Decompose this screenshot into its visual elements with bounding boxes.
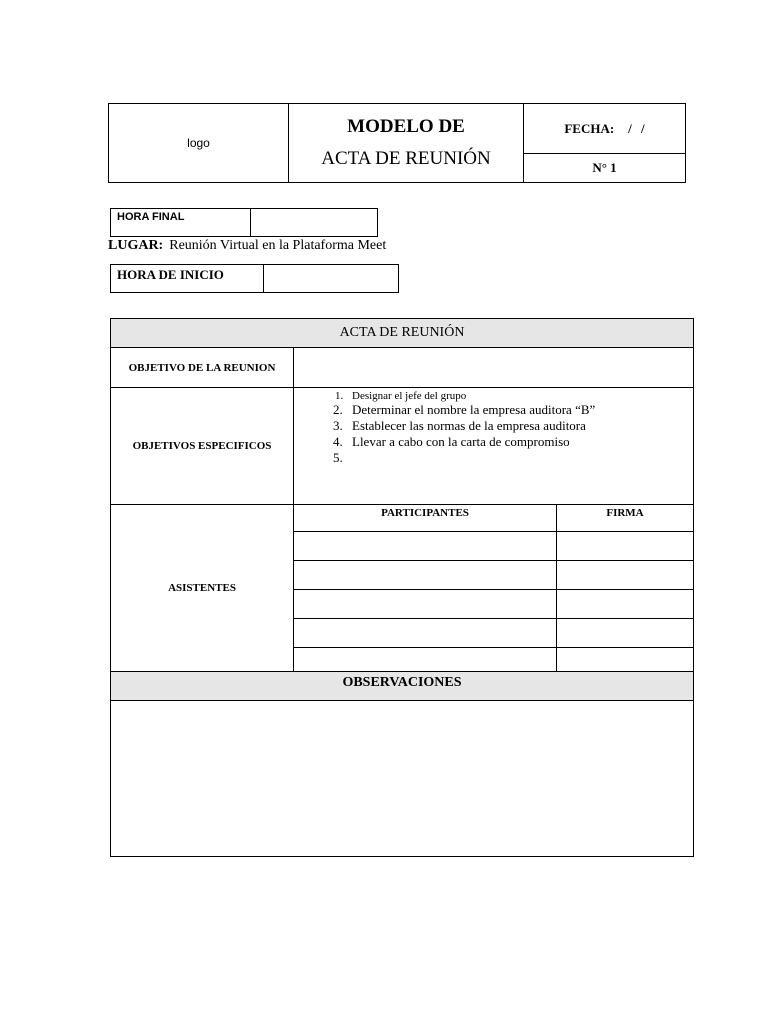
hora-final-field[interactable] [251,209,377,236]
objetivo-label: OBJETIVO DE LA REUNION [111,348,294,388]
document-header [108,103,686,183]
firma-header: FIRMA [606,507,644,519]
participante-cell[interactable] [294,532,557,560]
document-number: N° 1 [592,160,617,175]
logo-text: logo [187,136,210,150]
objetivo-field[interactable] [294,348,693,388]
lugar-value: Reunión Virtual en la Plataforma Meet [169,238,387,253]
firma-cell[interactable] [557,648,693,672]
table-row [294,532,693,561]
firma-cell[interactable] [557,561,693,589]
acta-heading: ACTA DE REUNIÓN [111,319,693,348]
observaciones-heading: OBSERVACIONES [111,672,693,701]
asistentes-grid [294,505,693,672]
logo-placeholder [109,104,289,182]
document-title [289,104,524,182]
table-row [294,561,693,590]
objetivos-list [314,390,595,466]
title-line-2: ACTA DE REUNIÓN [321,148,491,169]
objetivos-especificos-field[interactable] [294,388,693,505]
fecha-label: FECHA: [564,120,615,136]
participante-cell[interactable] [294,619,557,647]
hora-final-table [110,208,378,237]
participante-cell[interactable] [294,561,557,589]
firma-cell[interactable] [557,590,693,618]
asistentes-header-row [294,505,693,532]
hora-inicio-table [110,264,399,293]
participantes-header: PARTICIPANTES [294,505,557,531]
title-line-1: MODELO DE [347,116,465,137]
lugar-line [108,238,386,254]
hora-inicio-field[interactable] [264,265,398,292]
firma-cell[interactable] [557,532,693,560]
table-row [294,648,693,672]
hora-inicio-label: HORA DE INICIO [111,265,264,292]
fecha-value[interactable]: / / [628,120,645,136]
acta-table [110,318,694,857]
table-row [294,619,693,648]
objetivo-item: 1. Designar el jefe del grupo [346,390,595,402]
objetivo-item[interactable] [346,450,595,466]
objetivo-item: 2. Determinar el nombre la empresa auditora “B” [346,402,595,418]
lugar-label: LUGAR: [108,238,164,253]
hora-final-label: HORA FINAL [111,209,251,236]
fecha-cell[interactable] [524,104,685,154]
participante-cell[interactable] [294,648,557,672]
asistentes-label: ASISTENTES [111,505,294,672]
objetivos-especificos-label: OBJETIVOS ESPECIFICOS [111,388,294,505]
firma-cell[interactable] [557,619,693,647]
objetivo-item: 3. Establecer las normas de la empresa auditora [346,418,595,434]
participante-cell[interactable] [294,590,557,618]
observaciones-field[interactable] [111,701,693,856]
table-row [294,590,693,619]
objetivo-item: 4. Llevar a cabo con la carta de compromiso [346,434,595,450]
